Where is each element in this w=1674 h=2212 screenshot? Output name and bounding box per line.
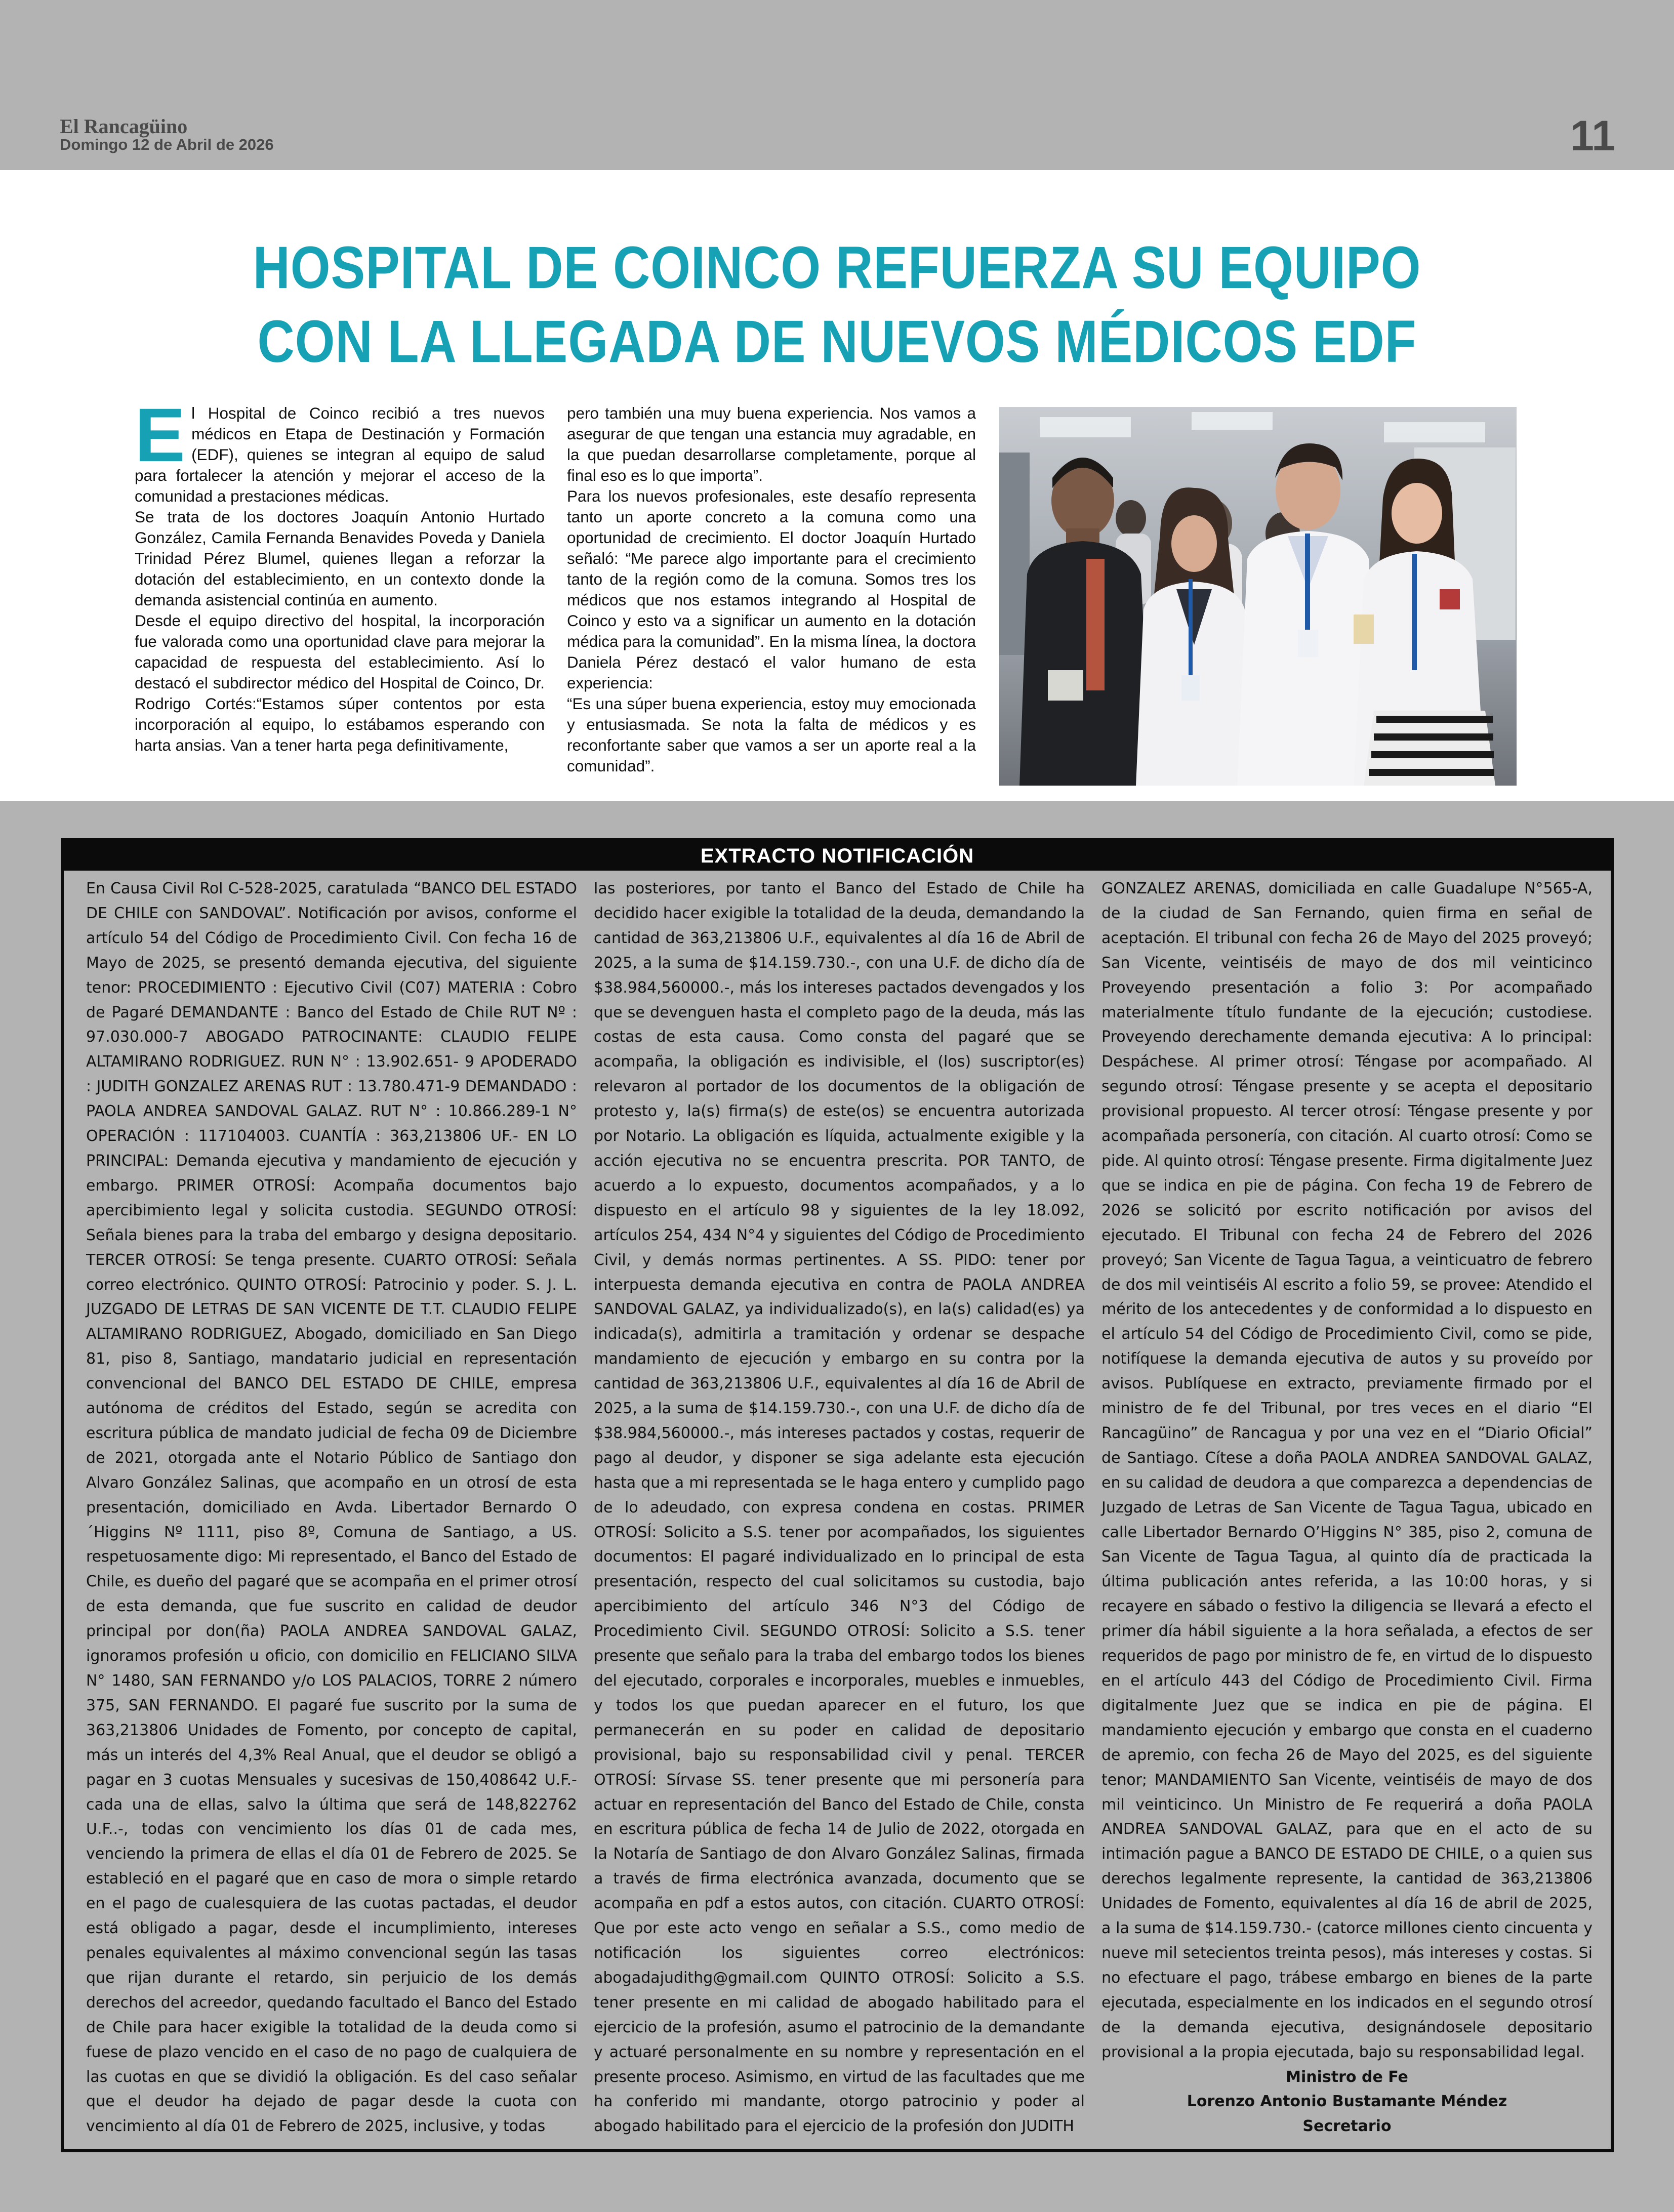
- article-headline: [117, 231, 1557, 379]
- notice-text: las posteriores, por tanto el Banco del Estado de Chile ha decidido hacer exigible la totalidad de la deuda, demandando la cantidad de 363,213806 U.F., equivalentes al día 16 de Abril de 2025, a la suma de $14.159.730.-, con una U.F. de dicho día de $38.984,560000.-, más los intereses pactados devengados y los que se devenguen hasta el completo pago de la deuda, más las costas de esta causa. Como consta del pagaré que se acompaña, la obligación es indivisible, el (los) suscriptor(es) relevaron al portador de los documentos de la obligación de protesto y, la(s) firma(s) de este(os) se encuentra autorizada por Notario. La obligación es líquida, actualmente exigible y la acción ejecutiva no se encuentra prescrita. POR TANTO, de acuerdo a lo expuesto, documentos acompañados, y a lo dispuesto en el artículo 98 y siguientes de la ley 18.092, artículos 254, 434 N°4 y siguientes del Código de Procedimiento Civil, y demás normas pertinentes. A SS. PIDO: tener por interpuesta demanda ejecutiva en contra de PAOLA ANDREA SANDOVAL GALAZ, ya individualizado(s), en la(s) calidad(es) ya indicada(s), admitirla a tramitación y ordenar se despache mandamiento de ejecución y embargo en su contra por la cantidad de 363,213806 U.F., equivalentes al día 16 de Abril de 2025, a la suma de $14.159.730.-, con una U.F. de dicho día de $38.984,560000.-, más intereses pactados y costas, requerir de pago al deudor, y disponer se siga adelante esta ejecución hasta que a mi representada se le haga entero y cumplido pago de lo adeudado, con expresa condena en costas. PRIMER OTROSÍ: Solicito a S.S. tener por acompañados, los siguientes documentos: El pagaré individualizado en lo principal de esta presentación, respecto del cual solicitamos su custodia, bajo apercibimiento del artículo 346 N°3 del Código de Procedimiento Civil. SEGUNDO OTROSÍ: Solicito a S.S. tener presente que señalo para la traba del embargo todos los bienes del ejecutado, corporales e incorporales, muebles e inmuebles, y todos los que puedan aparecer en el futuro, los que permanecerán en su poder en calidad de depositario provisional, bajo su responsabilidad civil y penal. TERCER OTROSÍ: Sírvase SS. tener presente que mi personería para actuar en representación del Banco del Estado de Chile, consta en escritura pública de fecha 14 de Julio de 2022, otorgada en la Notaría de Santiago de don Alvaro González Salinas, firmada a través de firma electrónica avanzada, documento que se acompaña en pdf a estos autos, con citación. CUARTO OTROSÍ: Que por este acto vengo en señalar a S.S., como medio de notificación los siguientes correo electrónicos: abogadajudithg@gmail.com QUINTO OTROSÍ: Solicito a S.S. tener presente en mi calidad de abogado habilitado para el ejercicio de la profesión, asumo el patrocinio de la demandante y actuaré personalmente en su nombre y representación en el presente proceso. Asimismo, en virtud de las facultades que me ha conferido mi mandante, otorgo patrocinio y poder al abogado habilitado para el ejercicio de la profesión don JUDITH: [594, 880, 1085, 2136]
- doctors-group-photo: [999, 407, 1517, 786]
- headline-line-2: CON LA LLEGADA DE NUEVOS MÉDICOS EDF: [257, 308, 1417, 375]
- article-paragraph: l Hospital de Coinco recibió a tres nuevos médicos en Etapa de Destinación y Formación (EDF), quienes se integran al equipo de salud para fortalecer la atención y mejorar el acceso de la comunidad a prestaciones médicas.: [135, 404, 545, 505]
- signature-name: Lorenzo Antonio Bustamante Méndez: [1187, 2093, 1507, 2111]
- article-paragraph: pero también una muy buena experiencia. Nos vamos a asegurar de que tengan una estancia muy agradable, en la que puedan desarrollarse completamente, porque al final eso es lo que importa”.: [567, 404, 976, 484]
- article-paragraph: Para los nuevos profesionales, este desafío representa tanto un aporte concreto a la comuna como una oportunidad de crecimiento. El doctor Joaquín Hurtado señaló: “Me parece algo importante para el crecimiento tanto de la región como de la comuna. Somos tres los médicos que nos estamos integrando al Hospital de Coinco y esto va a significar un aumento en la dotación médica para la comunidad”. En la misma línea, la doctora Daniela Pérez destacó el valor humano de esta experiencia:: [567, 487, 976, 692]
- drop-cap: E: [135, 392, 186, 477]
- notice-text: En Causa Civil Rol C-528-2025, caratulada “BANCO DEL ESTADO DE CHILE con SANDOVAL”. Notificación por avisos, conforme el artículo 54 del Código de Procedimiento Civil. Con fecha 16 de Mayo de 2025, se presentó demanda ejecutiva, del siguiente tenor: PROCEDIMIENTO : Ejecutivo Civil (C07) MATERIA : Cobro de Pagaré DEMANDANTE : Banco del Estado de Chile RUT Nº : 97.030.000-7 ABOGADO PATROCINANTE: CLAUDIO FELIPE ALTAMIRANO RODRIGUEZ. RUN N° : 13.902.651- 9 APODERADO : JUDITH GONZALEZ ARENAS RUT : 13.780.471-9 DEMANDADO : PAOLA ANDREA SANDOVAL GALAZ. RUT N° : 10.866.289-1 N° OPERACIÓN : 117104003. CUANTÍA : 363,213806 UF.- EN LO PRINCIPAL: Demanda ejecutiva y mandamiento de ejecución y embargo. PRIMER OTROSÍ: Acompaña documentos bajo apercibimiento legal y solicita custodia. SEGUNDO OTROSÍ: Señala bienes para la traba del embargo y designa depositario. TERCER OTROSÍ: Se tenga presente. CUARTO OTROSÍ: Señala correo electrónico. QUINTO OTROSÍ: Patrocinio y poder. S. J. L. JUZGADO DE LETRAS DE SAN VICENTE DE T.T. CLAUDIO FELIPE ALTAMIRANO RODRIGUEZ, Abogado, domiciliado en San Diego 81, piso 8, Santiago, mandatario judicial en representación convencional del BANCO DEL ESTADO DE CHILE, empresa autónoma de créditos del Estado, según se acredita con escritura pública de mandato judicial de fecha 09 de Diciembre de 2021, otorgada ante el Notario Público de Santiago don Alvaro González Salinas, que acompaño en un otrosí de esta presentación, domiciliado en Avda. Libertador Bernardo O´Higgins Nº 1111, piso 8º, Comuna de Santiago, a US. respetuosamente digo: Mi representado, el Banco del Estado de Chile, es dueño del pagaré que se acompaña en el primer otrosí de esta demanda, que fue suscrito en calidad de deudor principal por don(ña) PAOLA ANDREA SANDOVAL GALAZ, ignoramos profesión u oficio, con domicilio en FELICIANO SILVA N° 1480, SAN FERNANDO y/o LOS PALACIOS, TORRE 2 número 375, SAN FERNANDO. El pagaré fue suscrito por la suma de 363,213806 Unidades de Fomento, por concepto de capital, más un interés del 4,3% Real Anual, que el deudor se obligó a pagar en 3 cuotas Mensuales y sucesivas de 150,408642 U.F.- cada una de ellas, salvo la última que será de 148,822762 U.F..-, todas con vencimiento los días 01 de cada mes, venciendo la primera de ellas el día 01 de Febrero de 2025. Se estableció en el pagaré que en caso de mora o simple retardo en el pago de cualesquiera de las cuotas pactadas, el deudor está obligado a pagar, desde el incumplimiento, intereses penales equivalentes al máximo convencional según las tasas que rijan durante el retardo, sin perjuicio de los demás derechos del acreedor, quedando facultado el Banco del Estado de Chile para hacer exigible la totalidad de la deuda como si fuese de plazo vencido en el caso de no pago de cualquiera de las cuotas en que se dividió la obligación. Es del caso señalar que el deudor ha dejado de pagar desde la cuota con vencimiento al día 01 de Febrero de 2025, inclusive, y todas: [86, 880, 577, 2136]
- article-paragraph: Se trata de los doctores Joaquín Antonio Hurtado González, Camila Fernanda Benavides Poveda y Daniela Trinidad Pérez Blumel, quienes llegan a reforzar la dotación del establecimiento, en un contexto donde la demanda asistencial continúa en aumento.: [135, 508, 545, 609]
- legal-notice-box: [61, 838, 1614, 2152]
- signature-role: Secretario: [1302, 2117, 1392, 2136]
- notice-column-2: [594, 877, 1085, 2139]
- article-paragraph: “Es una súper buena experiencia, estoy muy emocionada y entusiasmada. Se nota la falta de médicos y es reconfortante saber que vamos a ser un aporte real a la comunidad”.: [567, 694, 976, 775]
- top-band: [0, 0, 1674, 170]
- page-number: 11: [1570, 112, 1615, 159]
- newspaper-name: El Rancagüino: [60, 115, 188, 138]
- notice-column-3: [1101, 877, 1593, 2139]
- notice-title: EXTRACTO NOTIFICACIÓN: [64, 841, 1611, 871]
- article-column-2: [567, 403, 976, 776]
- article-photo: [999, 407, 1517, 786]
- headline-line-1: HOSPITAL DE COINCO REFUERZA SU EQUIPO: [253, 234, 1421, 301]
- signature-title: Ministro de Fe: [1286, 2068, 1408, 2086]
- news-article: [0, 170, 1674, 801]
- notice-text: GONZALEZ ARENAS, domiciliada en calle Guadalupe N°565-A, de la ciudad de San Fernando, quien firma en señal de aceptación. El tribunal con fecha 26 de Mayo del 2025 proveyó; San Vicente, veintiséis de mayo de dos mil veinticinco Proveyendo presentación a folio 3: Por acompañado materialmente título fundante de la ejecución; custodiese. Proveyendo derechamente demanda ejecutiva: A lo principal: Despáchese. Al primer otrosí: Téngase por acompañado. Al segundo otrosí: Téngase presente y se acepta el depositario provisional propuesto. Al tercer otrosí: Téngase presente y por acompañada personería, con citación. Al cuarto otrosí: Como se pide. Al quinto otrosí: Téngase presente. Firma digitalmente Juez que se indica en pie de página. Con fecha 19 de Febrero de 2026 se solicitó por escrito notificación por avisos del ejecutado. El Tribunal con fecha 24 de Febrero del 2026 proveyó; San Vicente de Tagua Tagua, a veinticuatro de febrero de dos mil veintiséis Al escrito a folio 59, se provee: Atendido el mérito de los antecedentes y de conformidad a lo dispuesto en el artículo 54 del Código de Procedimiento Civil, como se pide, notifíquese la demanda ejecutiva de autos y su proveído por avisos. Publíquese en extracto, previamente firmado por el ministro de fe del Tribunal, por tres veces en el diario “El Rancagüino” de Rancagua y por una vez en el “Diario Oficial” de Santiago. Cítese a doña PAOLA ANDREA SANDOVAL GALAZ, en su calidad de deudora a que comparezca a dependencias de Juzgado de Letras de San Vicente de Tagua Tagua, ubicado en calle Libertador Bernardo O’Higgins N° 385, piso 2, comuna de San Vicente de Tagua Tagua, al quinto día de practicada la última publicación antes referida, a las 10:00 horas, y si recayere en sábado o festivo la diligencia se llevará a efecto el primer día hábil siguiente a la hora señalada, a efectos de ser requeridos de pago por ministro de fe, en virtud de lo dispuesto en el artículo 443 del Código de Procedimiento Civil. Firma digitalmente Juez que se indica en pie de página. El mandamiento ejecución y embargo que consta en el cuaderno de apremio, con fecha 26 de Mayo del 2025, es del siguiente tenor; MANDAMIENTO San Vicente, veintiséis de mayo de dos mil veinticinco. Un Ministro de Fe requerirá a doña PAOLA ANDREA SANDOVAL GALAZ, para que en el acto de su intimación pague a BANCO DE ESTADO DE CHILE, o a quien sus derechos legalmente represente, la cantidad de 363,213806 Unidades de Fomento, equivalentes al día 16 de abril de 2025, a la suma de $14.159.730.- (catorce millones ciento cincuenta y nueve mil setecientos treinta pesos), más intereses y costas. Si no efectuare el pago, trábese embargo en bienes de la parte ejecutada, especialmente en los indicados en el segundo otrosí de la demanda ejecutiva, designándosele depositario provisional a la propia ejecutada, bajo su responsabilidad legal.: [1101, 880, 1593, 2061]
- article-paragraph: Desde el equipo directivo del hospital, la incorporación fue valorada como una oportunidad clave para mejorar la capacidad de respuesta del establecimiento. Así lo destacó el subdirector médico del Hospital de Coinco, Dr. Rodrigo Cortés:“Estamos súper contentos por esta incorporación al equipo, lo estábamos esperando con harta ansias. Van a tener harta pega definitivamente,: [135, 611, 545, 754]
- notice-column-1: [86, 877, 577, 2139]
- article-column-1: [135, 392, 545, 756]
- issue-date: Domingo 12 de Abril de 2026: [60, 136, 274, 153]
